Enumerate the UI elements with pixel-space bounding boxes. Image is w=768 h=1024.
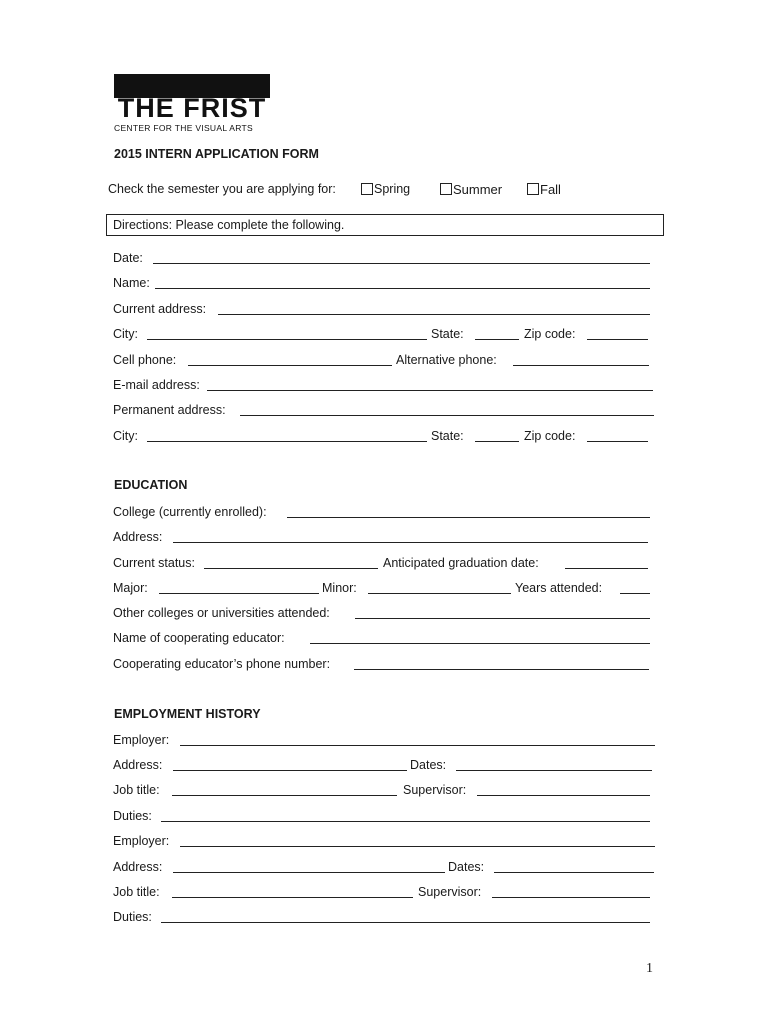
employer1-field[interactable] xyxy=(180,745,655,746)
dates2-field[interactable] xyxy=(494,872,654,873)
email-label: E-mail address: xyxy=(113,378,200,392)
major-field[interactable] xyxy=(159,593,319,594)
educator-name-label: Name of cooperating educator: xyxy=(113,631,285,645)
logo-name: THE FRIST xyxy=(117,93,267,123)
current-status-field[interactable] xyxy=(204,568,378,569)
duties2-field[interactable] xyxy=(161,922,650,923)
form-title: 2015 INTERN APPLICATION FORM xyxy=(114,147,319,161)
alt-phone-field[interactable] xyxy=(513,365,649,366)
duties2-label: Duties: xyxy=(113,910,152,924)
college-address-label: Address: xyxy=(113,530,163,544)
zip2-field[interactable] xyxy=(587,441,648,442)
current-address-field[interactable] xyxy=(218,314,650,315)
semester-prompt: Check the semester you are applying for: xyxy=(108,182,336,196)
educator-phone-field[interactable] xyxy=(354,669,649,670)
employer1-address-label: Address: xyxy=(113,758,163,772)
alt-phone-label: Alternative phone: xyxy=(396,353,497,367)
duties1-label: Duties: xyxy=(113,809,152,823)
spring-label: Spring xyxy=(374,182,411,196)
duties1-field[interactable] xyxy=(161,821,650,822)
summer-label: Summer xyxy=(453,182,503,197)
name-label: Name: xyxy=(113,276,150,290)
minor-field[interactable] xyxy=(368,593,511,594)
cell-phone-label: Cell phone: xyxy=(113,353,177,367)
employment-heading: EMPLOYMENT HISTORY xyxy=(114,707,261,721)
supervisor2-field[interactable] xyxy=(492,897,650,898)
fall-checkbox[interactable] xyxy=(527,183,539,195)
job-title1-field[interactable] xyxy=(172,795,397,796)
zip2-label: Zip code: xyxy=(524,429,576,443)
job-title1-label: Job title: xyxy=(113,783,160,797)
major-label: Major: xyxy=(113,581,148,595)
employer2-address-label: Address: xyxy=(113,860,163,874)
educator-name-field[interactable] xyxy=(310,643,650,644)
years-attended-field[interactable] xyxy=(620,593,650,594)
years-attended-label: Years attended: xyxy=(515,581,603,595)
educator-phone-label: Cooperating educator’s phone number: xyxy=(113,657,331,671)
summer-checkbox[interactable] xyxy=(440,183,452,195)
spring-checkbox[interactable] xyxy=(361,183,373,195)
employer2-label: Employer: xyxy=(113,834,170,848)
other-colleges-label: Other colleges or universities attended: xyxy=(113,606,330,620)
supervisor2-label: Supervisor: xyxy=(418,885,482,899)
current-status-label: Current status: xyxy=(113,556,195,570)
job-title2-label: Job title: xyxy=(113,885,160,899)
employer2-field[interactable] xyxy=(180,846,655,847)
logo-tagline: CENTER FOR THE VISUAL ARTS xyxy=(114,123,253,133)
city2-label: City: xyxy=(113,429,138,443)
dates1-field[interactable] xyxy=(456,770,652,771)
state-label: State: xyxy=(431,327,464,341)
grad-date-field[interactable] xyxy=(565,568,648,569)
employer1-address-field[interactable] xyxy=(173,770,407,771)
cell-phone-field[interactable] xyxy=(188,365,392,366)
dates2-label: Dates: xyxy=(448,860,485,874)
supervisor1-label: Supervisor: xyxy=(403,783,467,797)
supervisor1-field[interactable] xyxy=(477,795,650,796)
city2-field[interactable] xyxy=(147,441,427,442)
directions-text: Directions: Please complete the following. xyxy=(113,218,345,232)
zip-field[interactable] xyxy=(587,339,648,340)
permanent-address-field[interactable] xyxy=(240,415,654,416)
college-field[interactable] xyxy=(287,517,650,518)
state2-label: State: xyxy=(431,429,464,443)
employer1-label: Employer: xyxy=(113,733,170,747)
page-number: 1 xyxy=(646,961,653,976)
education-heading: EDUCATION xyxy=(114,478,188,492)
city-label: City: xyxy=(113,327,138,341)
date-field[interactable] xyxy=(153,263,650,264)
minor-label: Minor: xyxy=(322,581,357,595)
email-field[interactable] xyxy=(207,390,653,391)
zip-label: Zip code: xyxy=(524,327,576,341)
grad-date-label: Anticipated graduation date: xyxy=(383,556,539,570)
fall-label: Fall xyxy=(540,182,561,197)
employer2-address-field[interactable] xyxy=(173,872,445,873)
permanent-address-label: Permanent address: xyxy=(113,403,226,417)
college-label: College (currently enrolled): xyxy=(113,505,267,519)
state-field[interactable] xyxy=(475,339,519,340)
dates1-label: Dates: xyxy=(410,758,447,772)
city-field[interactable] xyxy=(147,339,427,340)
job-title2-field[interactable] xyxy=(172,897,413,898)
college-address-field[interactable] xyxy=(173,542,648,543)
other-colleges-field[interactable] xyxy=(355,618,650,619)
state2-field[interactable] xyxy=(475,441,519,442)
current-address-label: Current address: xyxy=(113,302,207,316)
name-field[interactable] xyxy=(155,288,650,289)
date-label: Date: xyxy=(113,251,143,265)
